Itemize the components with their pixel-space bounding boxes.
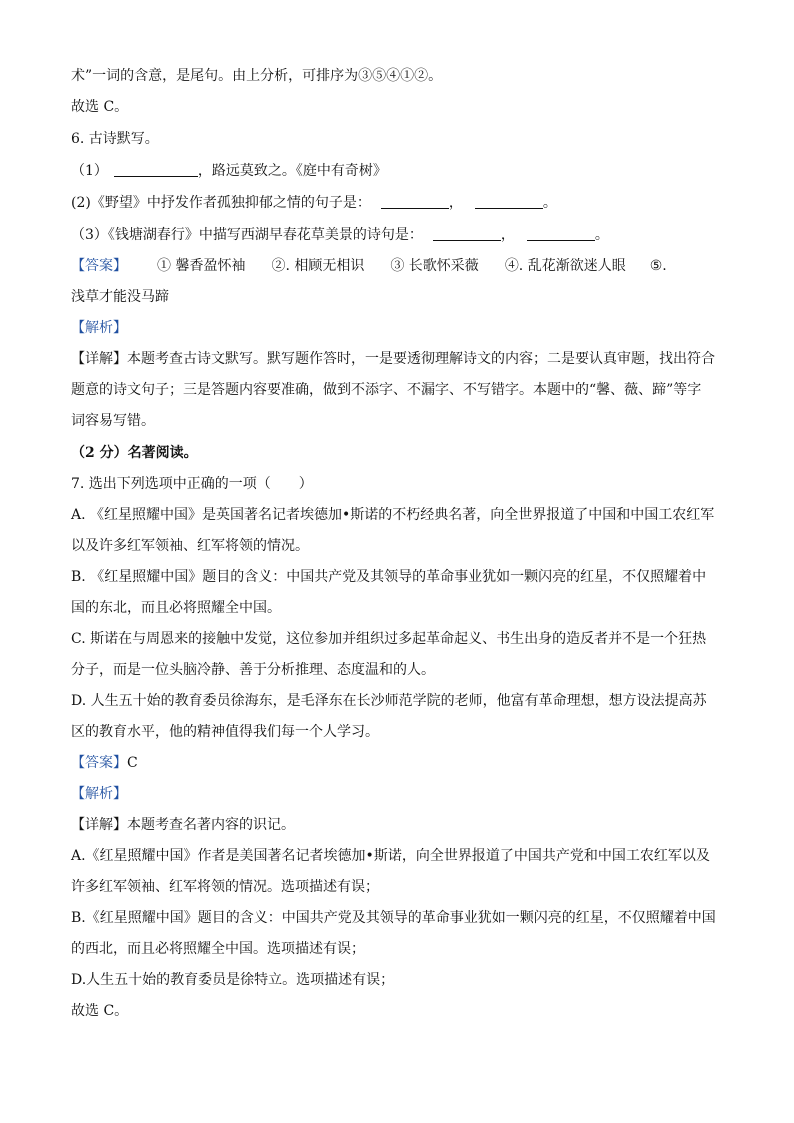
- question-6-2: [71, 193, 557, 213]
- item-text: （3）《钱塘湖春行》中描写西湖早春花草美景的诗句是：: [71, 227, 423, 243]
- option-d: D. 人生五十始的教育委员徐海东，是毛泽东在长沙师范学院的老师，他富有革命理想，想方设法提高苏: [71, 693, 707, 709]
- text-line: 术”一词的含意，是尾句。由上分析，可排序为③⑤④①②。: [71, 68, 443, 84]
- answer-blank: [433, 225, 501, 241]
- option-d-cont: 区的教育水平，他的精神值得我们每一个人学习。: [71, 724, 379, 740]
- explanation-b: B.《红星照耀中国》题目的含义：中国共产党及其领导的革命事业犹如一颗闪亮的红星，不仅照耀着中国: [71, 910, 716, 926]
- explanation-a-cont: 许多红军领袖、红军将领的情况。选项描述有误；: [71, 879, 379, 895]
- answer-blank: [114, 161, 198, 177]
- punct: 。: [594, 227, 609, 243]
- answer-item: ④. 乱花渐欲迷人眼: [504, 258, 626, 274]
- detail-line: 词容易写错。: [71, 413, 155, 429]
- question-7-answer: [71, 753, 138, 773]
- detail-line: 【详解】本题考查名著内容的识记。: [71, 817, 295, 833]
- question-6-3: [71, 225, 609, 245]
- answer-value: C: [127, 755, 138, 771]
- detail-line: 题意的诗文句子；三是答题内容要准确，做到不添字、不漏字、不写错字。本题中的“馨、薇、蹄”等字: [71, 382, 702, 398]
- answer-tag: 【答案】: [71, 258, 127, 274]
- question-6-title: 6. 古诗默写。: [71, 131, 159, 147]
- question-7-title: 7. 选出下列选项中正确的一项（ ）: [71, 476, 313, 492]
- answer-item: ① 馨香盈怀袖: [157, 258, 246, 274]
- option-c-cont: 分子，而是一位头脑冷静、善于分析推理、态度温和的人。: [71, 662, 435, 678]
- option-c: C. 斯诺在与周恩来的接触中发觉，这位参加并组织过多起革命起义、书生出身的造反者并不是一个狂热: [71, 631, 707, 647]
- explanation-b-cont: 的西北，而且必将照耀全中国。选项描述有误；: [71, 941, 365, 957]
- answer-blank: [381, 193, 449, 209]
- answer-blank: [527, 225, 595, 241]
- answer-tag: 【答案】: [71, 755, 127, 771]
- detail-line: 【详解】本题考查古诗文默写。默写题作答时，一是要透彻理解诗文的内容；二是要认真审题，找出符合: [71, 351, 715, 367]
- item-text: (2)《野望》中抒发作者孤独抑郁之情的句子是：: [71, 195, 371, 211]
- explanation-a: A.《红星照耀中国》作者是美国著名记者埃德加•斯诺，向全世界报道了中国共产党和中国工农红军以及: [71, 848, 710, 864]
- explanation-d: D.人生五十始的教育委员是徐特立。选项描述有误；: [71, 972, 395, 988]
- final-answer: 故选 C。: [71, 1003, 129, 1019]
- question-6-answer: [71, 256, 667, 276]
- option-b-cont: 国的东北，而且必将照耀全中国。: [71, 600, 281, 616]
- answer-item: ②. 相顾无相识: [271, 258, 365, 274]
- section-heading: （2 分）名著阅读。: [71, 445, 198, 461]
- option-b: B. 《红星照耀中国》题目的含义：中国共产党及其领导的革命事业犹如一颗闪亮的红星，不仅照耀着中: [71, 569, 707, 585]
- punct: 。: [542, 195, 557, 211]
- answer-item: ⑤.: [649, 258, 667, 274]
- option-a-cont: 以及许多红军领袖、红军将领的情况。: [71, 538, 309, 554]
- text-line: 故选 C。: [71, 99, 129, 115]
- analysis-tag: 【解析】: [71, 786, 127, 802]
- item-text: ，路远莫致之。《庭中有奇树》: [197, 163, 387, 179]
- answer-blank: [475, 193, 543, 209]
- punct: ，: [448, 195, 463, 211]
- option-a: A. 《红星照耀中国》是英国著名记者埃德加•斯诺的不朽经典名著，向全世界报道了中国和中国工农红军: [71, 507, 715, 523]
- answer-item: ③ 长歌怀采薇: [390, 258, 479, 274]
- item-number: （1）: [71, 163, 108, 179]
- question-6-1: [71, 161, 387, 181]
- analysis-tag: 【解析】: [71, 320, 127, 336]
- punct: ，: [500, 227, 515, 243]
- answer-continuation: 浅草才能没马蹄: [71, 289, 169, 305]
